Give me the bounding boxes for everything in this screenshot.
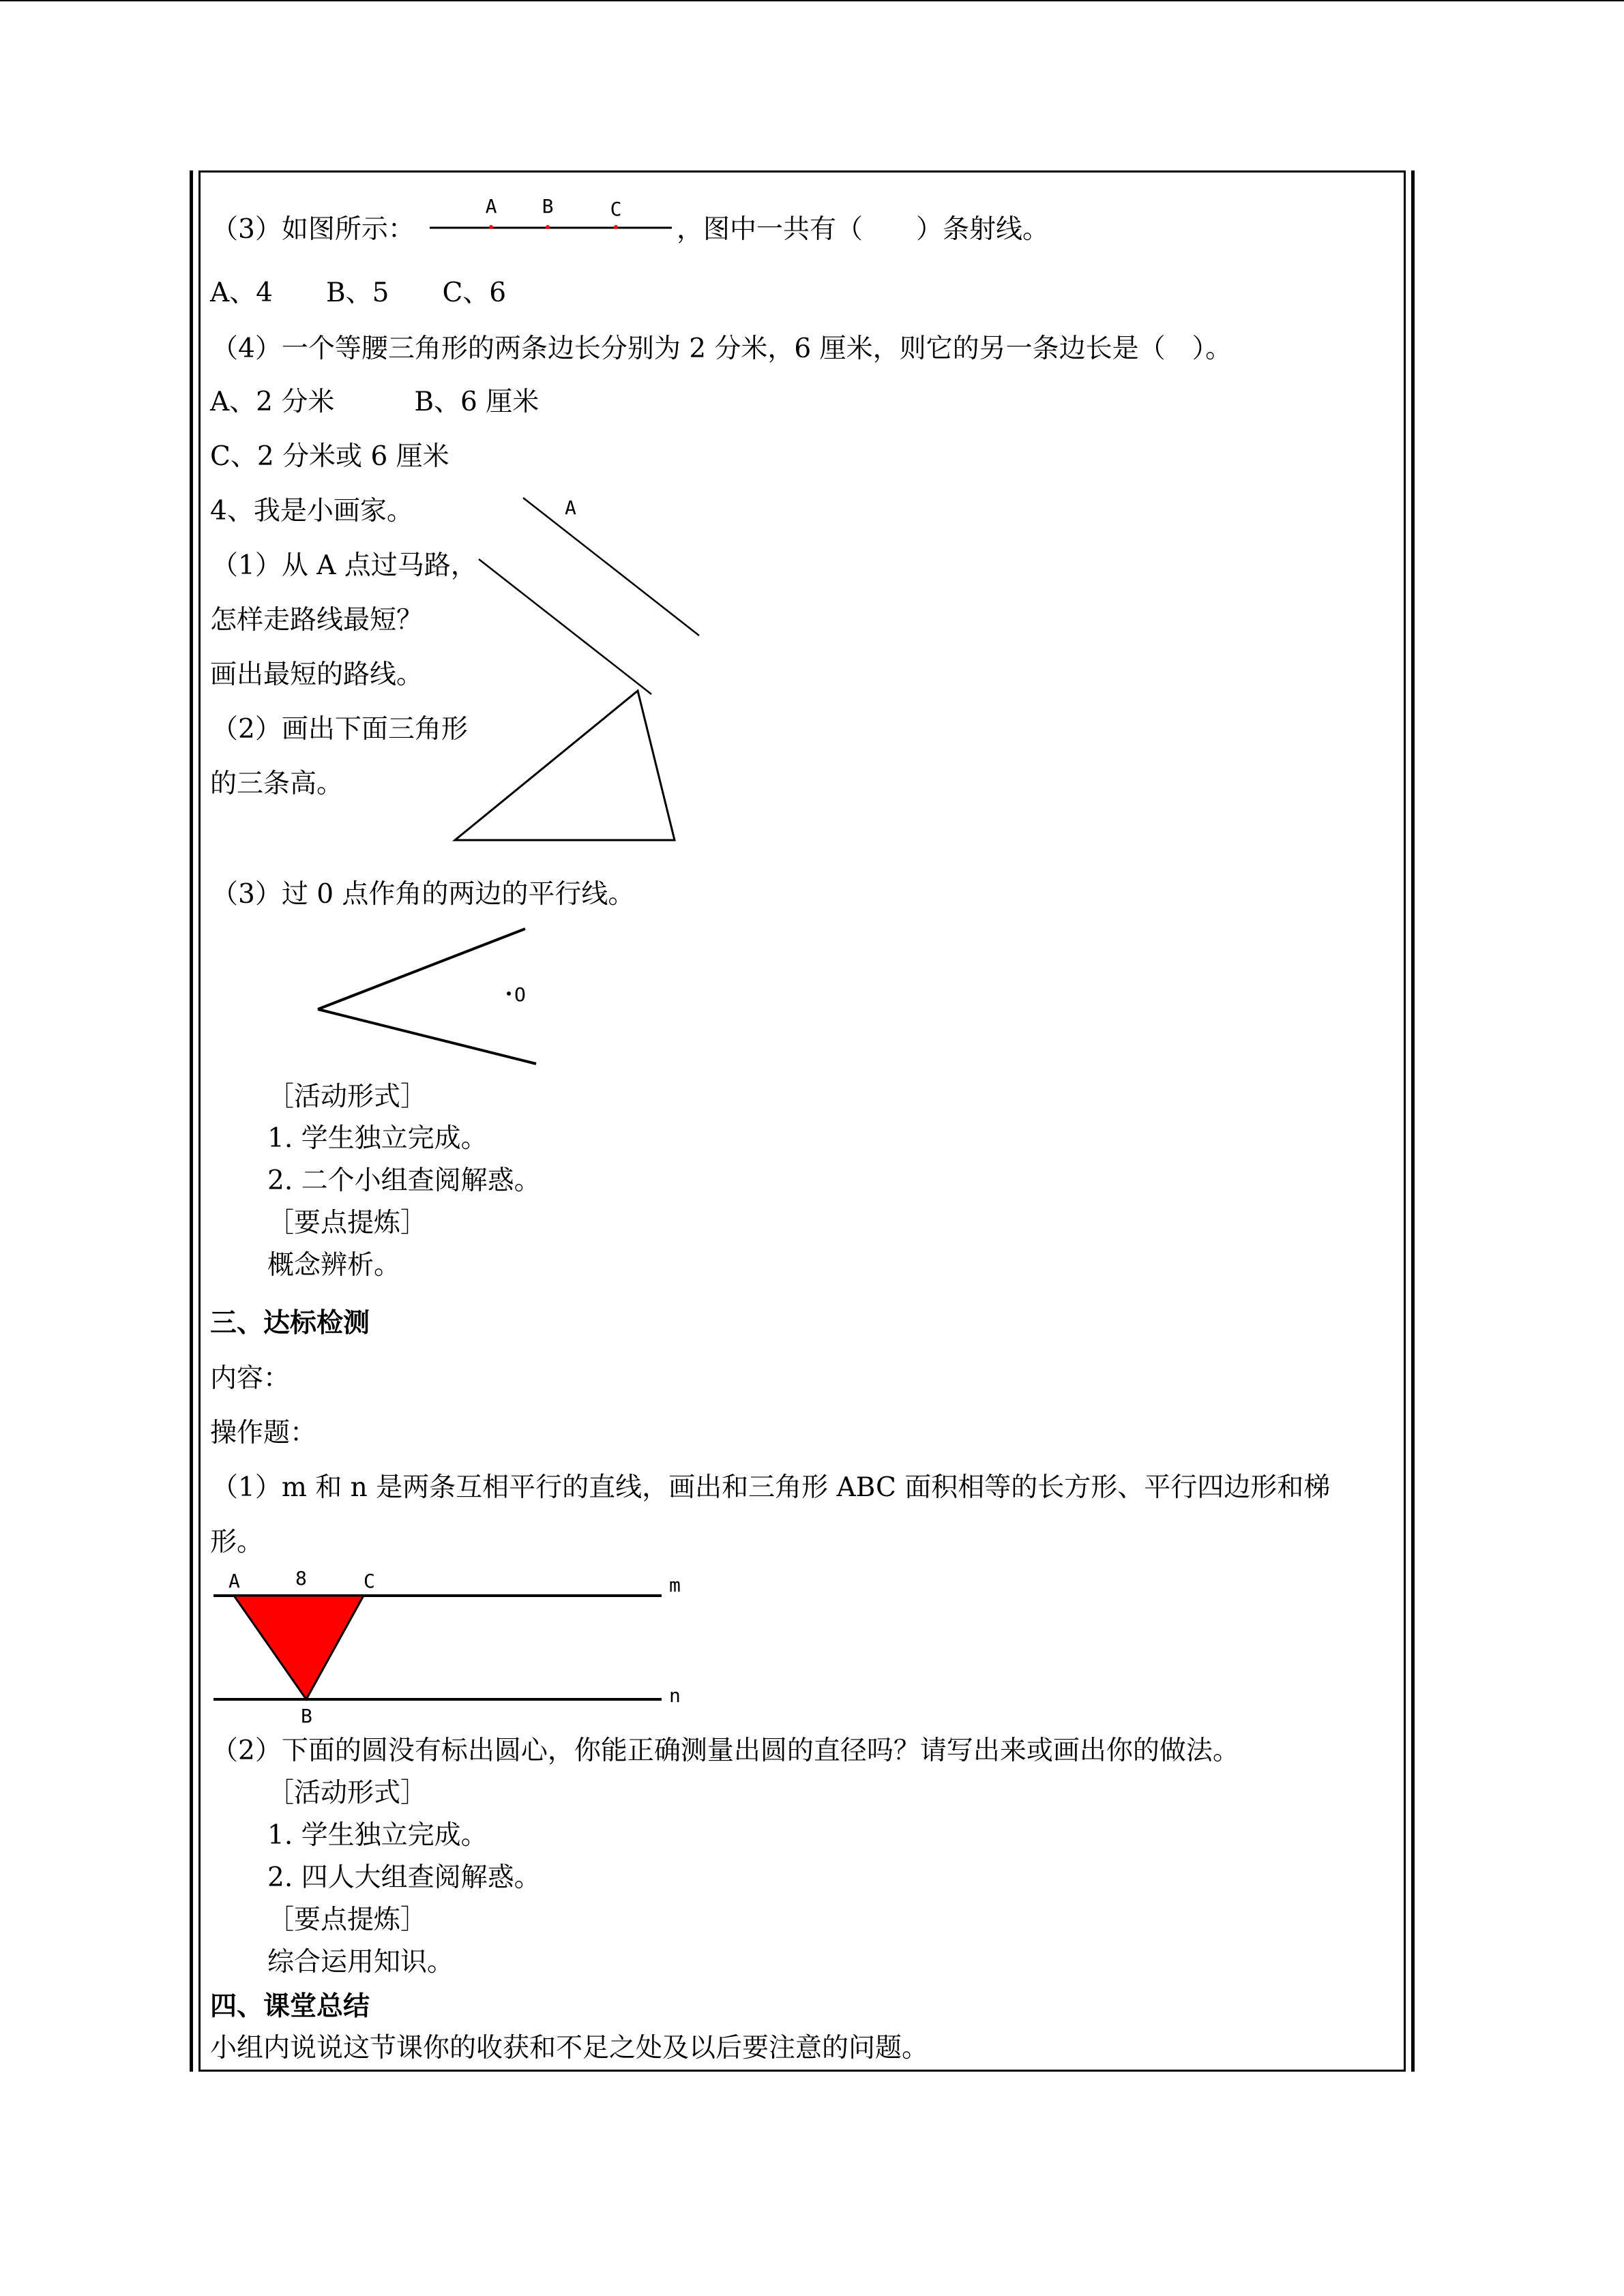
ray-figure [426,190,679,237]
section3-content-label: 内容： [210,1363,291,1394]
drawing-p3: （3）过 0 点作角的两边的平行线。 [211,879,635,910]
activity1-form-label: ［活动形式］ [267,1082,428,1112]
q3-text-before: （3）如图所示： [211,214,415,245]
q4-text: （4）一个等腰三角形的两条边长分别为 2 分米，6 厘米，则它的另一条边长是（ ）。 [211,333,1232,364]
point-a-dot [489,225,493,229]
ray-label-b: B [542,195,554,218]
activity2-item2: 2. 四人大组查阅解惑。 [267,1862,541,1893]
angle-point-o-label: O [514,983,526,1006]
activity2-key-label: ［要点提炼］ [267,1905,428,1935]
section3-op2: （2）下面的圆没有标出圆心，你能正确测量出圆的直径吗？请写出来或画出你的做法。 [211,1735,1239,1766]
fig-label-m: m [669,1574,681,1596]
parallel-lines-figure [208,1567,699,1731]
road-figure [471,491,709,702]
top-rule [0,0,1624,1]
activity1-item2: 2. 二个小组查阅解惑。 [267,1165,541,1196]
drawing-p1-line2: 怎样走路线最短？ [210,605,424,636]
activity1-item1: 1. 学生独立完成。 [267,1123,488,1154]
drawing-p1-line1: （1）从 A 点过马路， [211,550,477,581]
activity2-item1: 1. 学生独立完成。 [267,1820,488,1851]
activity2-form-label: ［活动形式］ [267,1778,428,1808]
activity1-key-label: ［要点提炼］ [267,1208,428,1238]
activity2-key: 综合运用知识。 [267,1947,454,1978]
section3-op1-line2: 形。 [210,1527,264,1557]
fig-label-a: A [228,1570,240,1592]
triangle-figure [447,685,685,849]
ray-label-a: A [485,195,497,218]
section3-op1-line1: （1）m 和 n 是两条互相平行的直线，画出和三角形 ABC 面积相等的长方形、平行四边形和梯 [211,1472,1331,1503]
angle-figure [307,921,546,1071]
section3-heading: 三、达标检测 [210,1307,370,1339]
point-c-dot [614,225,618,229]
q4-option-c: C、2 分米或 6 厘米 [210,441,449,472]
activity1-key: 概念辨析。 [267,1250,401,1281]
drawing-title: 4、我是小画家。 [210,496,413,526]
q3-options: A、4 B、5 C、6 [210,278,507,308]
road-point-a-label: A [565,496,576,519]
fig-label-mid: 8 [295,1567,307,1590]
q4-option-ab: A、2 分米 B、6 厘米 [210,387,540,417]
section3-op-label: 操作题： [210,1418,317,1448]
drawing-p2-line2: 的三条高。 [210,769,344,799]
fig-label-n: n [669,1684,681,1707]
section4-text: 小组内说说这节课你的收获和不足之处及以后要注意的问题。 [210,2033,929,2063]
drawing-p1-line3: 画出最短的路线。 [210,659,424,690]
drawing-p2-line1: （2）画出下面三角形 [211,714,468,745]
point-b-dot [546,225,550,229]
fig-label-c: C [364,1570,375,1592]
section4-heading: 四、课堂总结 [210,1991,370,2022]
ray-label-c: C [610,198,622,220]
fig-label-b: B [301,1705,312,1727]
q3-text-after: ，图中一共有（ ）条射线。 [677,214,1050,245]
point-o-dot [507,992,511,996]
